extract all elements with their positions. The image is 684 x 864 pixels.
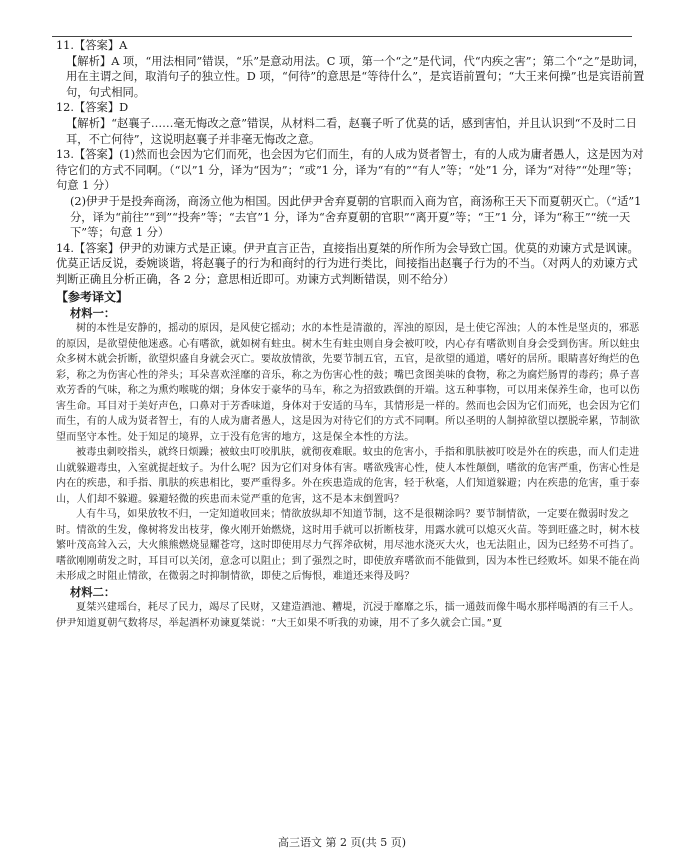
q11-answer: 11.【答案】A xyxy=(56,39,128,52)
q12-analysis: 【解析】“赵襄子……毫无悔改之意”错误，从材料二看，赵襄子听了优莫的话，感到害怕，并且认识到“不及时二日耳，不亡何待”，这说明赵襄子并非毫无悔改之意。 xyxy=(66,116,637,146)
q13-answer-1: 13.【答案】(1)然而也会因为它们而死，也会因为它们而生，有的人成为贤者智士，有的人成为庸者愚人，这是因为对待它们的方式不同啊。（“以”1 分，译为“因为”；“或”1 分，译为“有的”“有人”等；“处”1 分，译为“对待”“处理”等；句意 1 分） xyxy=(56,148,644,193)
top-rule xyxy=(52,36,632,37)
translation-paragraph: 被毒虫刺咬指头，就终日烦躁；被蚊虫叮咬肌肤，就彻夜难眠。蚊虫的危害小，手指和肌肤被叮咬是外在的疾患，而人们走进山就躲避毒虫，入室就捉赶蚊子。为什么呢？因为它们对身体有害。嗜欲残害心性，使人本性颠倒，嗜欲的危害严重，伤害心性是内在的疾患，和手指、肌肤的疾患相比，要严重得多。外在疾患造成的危害，轻于秋毫，人们知道躲避；内在疾患的危害，重于泰山，人们却不躲避。躲避轻微的疾患而未觉严重的危害，这不是本末倒置吗？ xyxy=(56,447,640,505)
translation-paragraph: 人有牛马，如果放牧不归，一定知道收回来；情欲放纵却不知道节制，这不是很糊涂吗？要节制情欲，一定要在微弱时发之时。情欲的生发，像树将发出枝芽，像火刚开始燃烧，这时用手就可以折断枝芽，用露水就可以熄灭火苗。等到旺盛之时，树木枝繁叶茂高耸入云，大火熊熊燃烧显耀苍穹，这时即使用尽力气挥斧砍树，用尽池水浇灭大火，也无法阻止，因为已经势不可挡了。嗜欲刚刚萌发之时，耳目可以关闭，意念可以阻止；到了强烈之时，即使放弃嗜欲而不能做到，因为本性已经败坏。如果不能在尚未形成之时阻止情欲，在微弱之时抑制情欲，即使之后悔恨，难道还来得及吗？ xyxy=(56,509,640,583)
answer-content xyxy=(56,38,648,631)
q11-analysis: 【解析】A 项，“用法相同”错误，“乐”是意动用法。C 项，第一个“之”是代词，代“内疾之害”；第二个“之”是助词，用在主谓之间，取消句子的独立性。D 项，“何待”的意思是“等待什么”，是宾语前置句；“大王来何操”也是宾语前置句，句式相同。 xyxy=(66,54,645,99)
q12-answer: 12.【答案】D xyxy=(56,101,129,115)
q13-answer-2: (2)伊尹于是投奔商汤，商汤立他为相国。因此伊尹舍弃夏朝的官职而入商为官，商汤称王天下而夏朝灭亡。（“适”1 分，译为“前往”“到”“投奔”等；“去官”1 分，译为“舍弃夏朝的官职”“离开夏”等；“王”1 分，译为“称王”“统一天下”等；句意 1 分） xyxy=(70,194,642,240)
material-one-heading: 材料一： xyxy=(70,305,116,320)
page-footer: 高三语文 第 2 页(共 5 页) xyxy=(277,836,407,849)
translation-paragraph: 树的本性是安静的，摇动的原因，是风使它摇动；水的本性是清澈的，浑浊的原因，是土使它浑浊；人的本性是坚贞的，邪恶的原因，是欲望使他迷惑。心有嗜欲，就如树有蛀虫。树木生有蛀虫则自身会被叮咬，内心存有嗜欲则自身会受到伤害。所以蛀虫众多树木就会折断，欲望炽盛自身就会灭亡。要故放情欲，先要节制五官，五官，是欲望的通道，嗜好的居所。眼睛喜好绚烂的色彩，称之为伤害心性的斧头；耳朵喜欢淫靡的音乐，称之为伤害心性的鼓；嘴巴贪图美味的食物，称之为腐烂肠胃的毒药；鼻子喜欢芳香的气味，称之为熏灼喉咙的烟；身体安于豪华的马车，称之为招致跌倒的开端。这五种事物，可以用来保养生命，也可以伤害生命。耳目对于美好声色，口鼻对于芳香味道，身体对于安适的马车，其情形是一样的。然而也会因为它们而死，也会因为它们而生，有的人成为贤者智士，有的人成为庸者愚人，这是因为对待它们的方式不同啊。所以圣明的人制掉欲望以摆脱牵累，节制欲望而坚守本性。处于知足的境界，立于没有危害的地方，这是保全本性的方法。 xyxy=(56,323,640,443)
material-two-heading: 材料二： xyxy=(70,584,116,599)
section-reference-translation: 【参考译文】 xyxy=(56,289,129,304)
q14-answer: 14.【答案】伊尹的劝谏方式是正谏。伊尹直言正告，直接指出夏桀的所作所为会导致亡国。优莫的劝谏方式是讽谏。优莫正话反说，委婉谈谐，将赵襄子的行为和商纣的行为进行类比，间接指出赵襄子行为的不当。（对两人的劝谏方式判断正确且分析正确，各 2 分；意思相近即可。劝谏方式判断错误，则不给分） xyxy=(56,241,639,286)
translation-paragraph: 夏桀兴建瑶台，耗尽了民力，竭尽了民财，又建造酒池、糟堤，沉浸于靡靡之乐，擂一通鼓而像牛喝水那样喝酒的有三千人。伊尹知道夏朝气数将尽，举起酒杯劝谏夏桀说：“大王如果不听我的劝谏，用不了多久就会亡国。”夏 xyxy=(56,602,640,629)
